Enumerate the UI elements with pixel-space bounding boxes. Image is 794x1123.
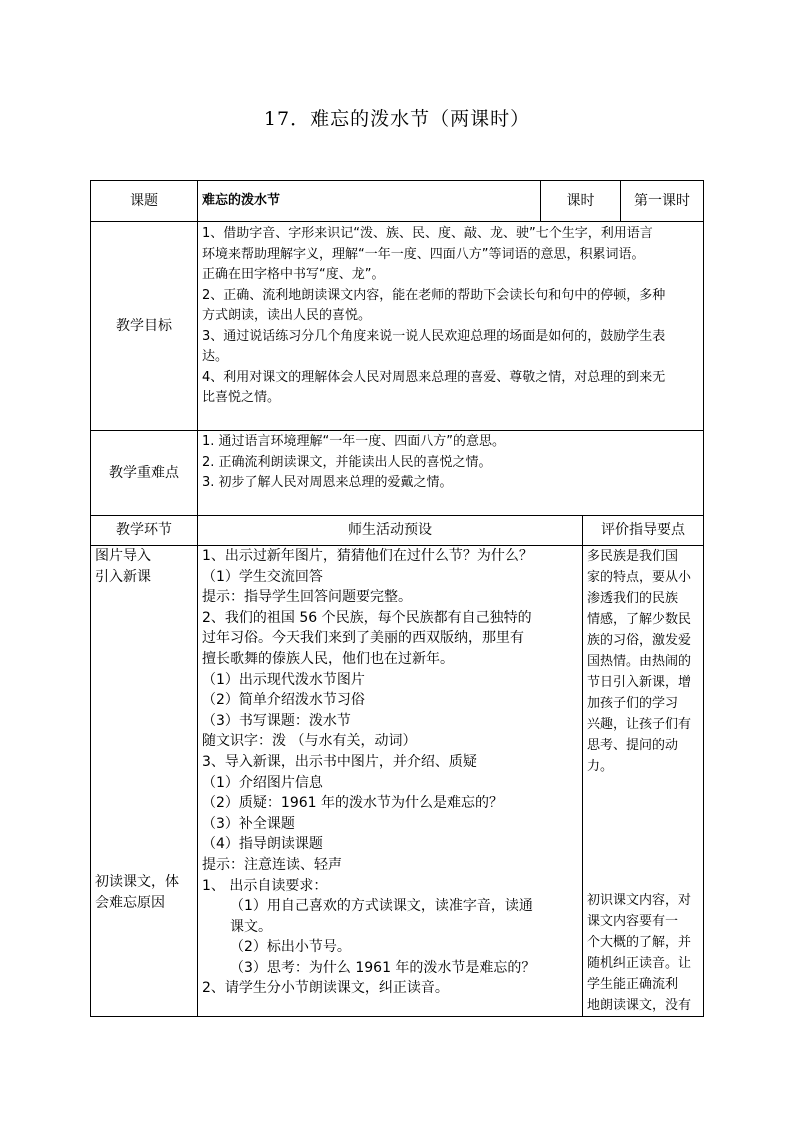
activity-line: 提示：指导学生回答问题要完整。 — [202, 589, 412, 606]
activity-line: （2）简单介绍泼水节习俗 — [202, 692, 365, 709]
activity-line: （1）出示现代泼水节图片 — [202, 671, 365, 688]
eval-line: 兴趣，让孩子们有 — [587, 717, 692, 732]
objectives-line: 1、借助字音、字形来识记“泼、族、民、度、敲、龙、驶”七个生字，利用语言 — [202, 226, 653, 241]
stage1-name: 引入新课 — [95, 568, 151, 585]
activity-line: （3）补全课题 — [202, 815, 295, 832]
evaluation-column — [583, 546, 704, 1017]
eval-line: 家的特点，要从小 — [587, 570, 692, 585]
activity-column — [198, 546, 583, 1017]
activity-line: （1）学生交流回答 — [202, 568, 323, 585]
activity-line: 1、 出示自读要求： — [202, 877, 328, 894]
activity-line: （1）介绍图片信息 — [202, 774, 323, 791]
stage1-name: 图片导入 — [95, 548, 151, 564]
objectives-line: 环境来帮助理解字义，理解“一年一度、四面八方”等词语的意思，积累词语。 — [202, 246, 645, 262]
header-evaluation: 评价指导要点 — [583, 516, 704, 546]
objectives-line: 3、通过说话练习分几个角度来说一说人民欢迎总理的场面是如何的，鼓励学生表 — [202, 328, 666, 344]
stage-column — [91, 546, 198, 1017]
objectives-line: 4、利用对课文的理解体会人民对周恩来总理的喜爱、尊敬之情，对总理的到来无 — [202, 369, 666, 385]
activity-line: （1）用自己喜欢的方式读课文，读准字音，读通 — [230, 898, 533, 915]
lesson-plan-table — [90, 180, 704, 1017]
objectives-content — [198, 222, 704, 431]
topic-label: 课题 — [91, 181, 198, 222]
eval-line: 学生能正确流利 — [587, 977, 679, 992]
topic-value: 难忘的泼水节 — [198, 181, 541, 222]
activity-line: （2）质疑：1961 年的泼水节为什么是难忘的？ — [202, 795, 503, 812]
eval-line: 随机纠正读音。让 — [587, 956, 692, 971]
period-value: 第一课时 — [621, 181, 704, 222]
keypoints-line: 2. 正确流利朗读课文，并能读出人民的喜悦之情。 — [202, 454, 492, 470]
objectives-line: 达。 — [202, 349, 229, 364]
eval-line: 国热情。由热闹的 — [587, 654, 692, 669]
activity-line: 2、我们的祖国 56 个民族，每个民族都有自己独特的 — [202, 609, 532, 626]
activity-line: （4）指导朗读课题 — [202, 836, 323, 853]
eval-line: 多民族是我们国 — [587, 549, 679, 564]
eval-line: 初识课文内容，对 — [587, 893, 692, 908]
document-title: 17．难忘的泼水节（两课时） — [263, 108, 531, 130]
activity-line: （2）标出小节号。 — [230, 939, 351, 956]
period-label: 课时 — [541, 181, 621, 222]
header-activity: 师生活动预设 — [198, 516, 583, 546]
activity-line: 擅长歌舞的傣族人民，他们也在过新年。 — [202, 650, 454, 667]
activity-line: 2、请学生分小节朗读课文，纠正读音。 — [202, 980, 449, 997]
activity-line: 3、导入新课，出示书中图片，并介绍、质疑 — [202, 753, 477, 770]
objectives-label: 教学目标 — [91, 222, 198, 431]
keypoints-content — [198, 431, 704, 516]
objectives-line: 比喜悦之情。 — [202, 390, 281, 405]
eval-line: 地朗读课文，没有 — [587, 998, 692, 1013]
keypoints-line: 1. 通过语言环境理解“一年一度、四面八方”的意思。 — [202, 434, 506, 449]
objectives-line: 方式朗读，读出人民的喜悦。 — [202, 308, 372, 323]
objectives-line: 2、正确、流利地朗读课文内容，能在老师的帮助下会读长句和句中的停顿，多种 — [202, 287, 666, 303]
activity-line: 课文。 — [230, 918, 272, 935]
stage2-name: 初读课文，体 — [95, 874, 179, 891]
eval-line: 族的习俗，激发爱 — [587, 633, 692, 648]
activity-line: 1、出示过新年图片，猜猜他们在过什么节？为什么？ — [202, 548, 533, 564]
eval-line: 个大概的了解，并 — [587, 935, 692, 950]
eval-line: 加孩子们的学习 — [587, 696, 679, 711]
eval-line: 情感，了解少数民 — [587, 612, 692, 627]
objectives-line: 正确在田字格中书写“度、龙”。 — [202, 267, 385, 282]
stage2-name: 会难忘原因 — [95, 894, 165, 911]
activity-line: （3）书写课题：泼水节 — [202, 712, 351, 729]
keypoints-line: 3. 初步了解人民对周恩来总理的爱戴之情。 — [202, 475, 453, 490]
eval-line: 课文内容要有一 — [587, 914, 679, 929]
keypoints-label: 教学重难点 — [91, 431, 198, 516]
header-stage: 教学环节 — [91, 516, 198, 546]
activity-line: 过年习俗。今天我们来到了美丽的西双版纳，那里有 — [202, 630, 524, 647]
activity-line: （3）思考：为什么 1961 年的泼水节是难忘的？ — [230, 959, 536, 976]
eval-line: 思考、提问的动力。 — [587, 738, 679, 774]
eval-line: 节日引入新课，增 — [587, 675, 692, 690]
eval-line: 渗透我们的民族 — [587, 591, 679, 606]
activity-line: 提示：注意连读、轻声 — [202, 856, 342, 873]
activity-line: 随文识字：泼 （与水有关，动词） — [202, 733, 417, 750]
